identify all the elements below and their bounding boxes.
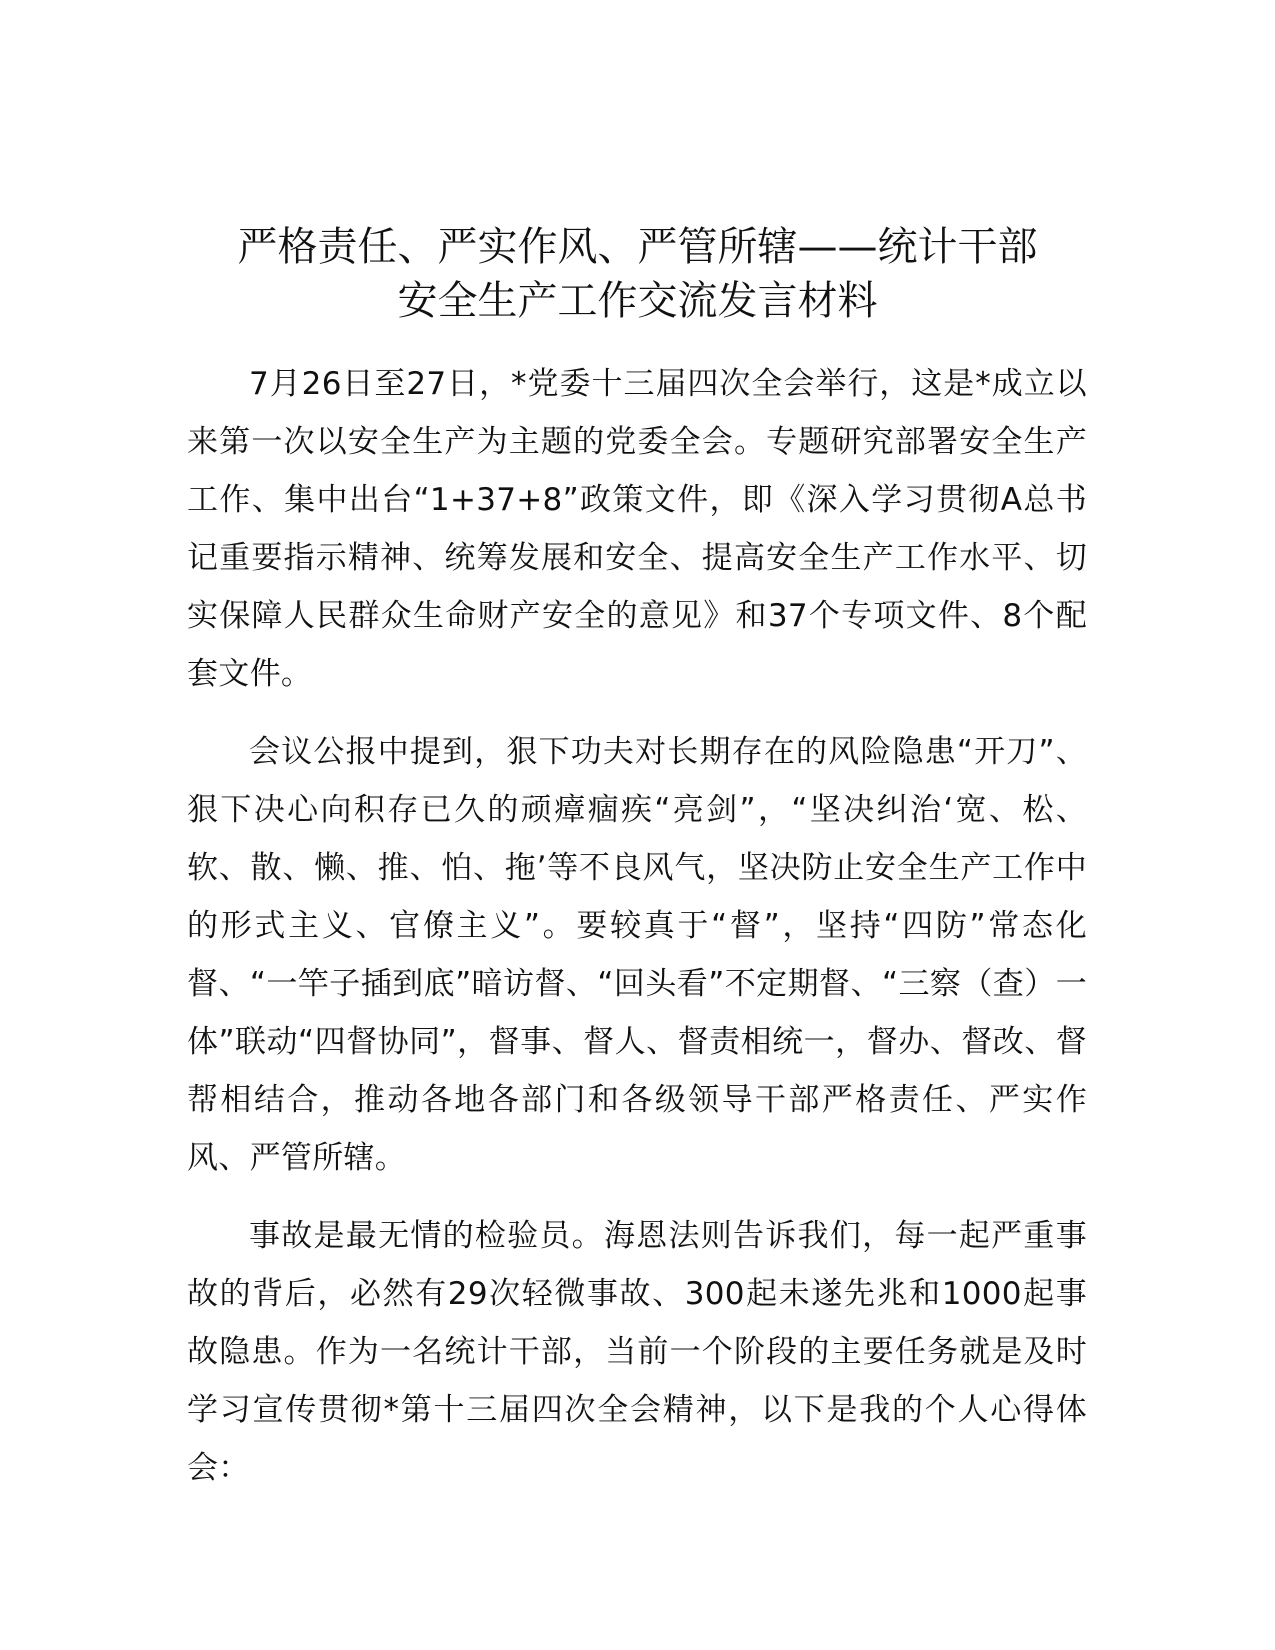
document-title bbox=[150, 220, 1125, 328]
title-line-2: 安全生产工作交流发言材料 bbox=[397, 278, 878, 324]
paragraph-1: 7月26日至27日，*党委十三届四次全会举行，这是*成立以来第一次以安全生产为主题的党委全会。专题研究部署安全生产工作、集中出台“1+37+8”政策文件，即《深入学习贯彻A总书记重要指示精神、统筹发展和安全、提高安全生产工作水平、切实保障人民群众生命财产安全的意见》和37个专项文件、8个配套文件。 bbox=[187, 366, 1087, 692]
paragraph-2: 会议公报中提到，狠下功夫对长期存在的风险隐患“开刀”、狠下决心向积存已久的顽瘴痼疾“亮剑”，“坚决纠治‘宽、松、软、散、懒、推、怕、拖’等不良风气，坚决防止安全生产工作中的形式主义、官僚主义”。要较真于“督”，坚持“四防”常态化督、“一竿子插到底”暗访督、“回头看”不定期督、“三察（查）一体”联动“四督协同”，督事、督人、督责相统一，督办、督改、督帮相结合，推动各地各部门和各级领导干部严格责任、严实作风、严管所辖。 bbox=[187, 734, 1087, 1176]
title-line-1: 严格责任、严实作风、严管所辖——统计干部 bbox=[237, 224, 1038, 270]
document-body bbox=[187, 355, 1087, 1517]
paragraph-3: 事故是最无情的检验员。海恩法则告诉我们，每一起严重事故的背后，必然有29次轻微事故、300起未遂先兆和1000起事故隐患。作为一名统计干部，当前一个阶段的主要任务就是及时学习宣传贯彻*第十三届四次全会精神，以下是我的个人心得体会： bbox=[187, 1218, 1087, 1486]
